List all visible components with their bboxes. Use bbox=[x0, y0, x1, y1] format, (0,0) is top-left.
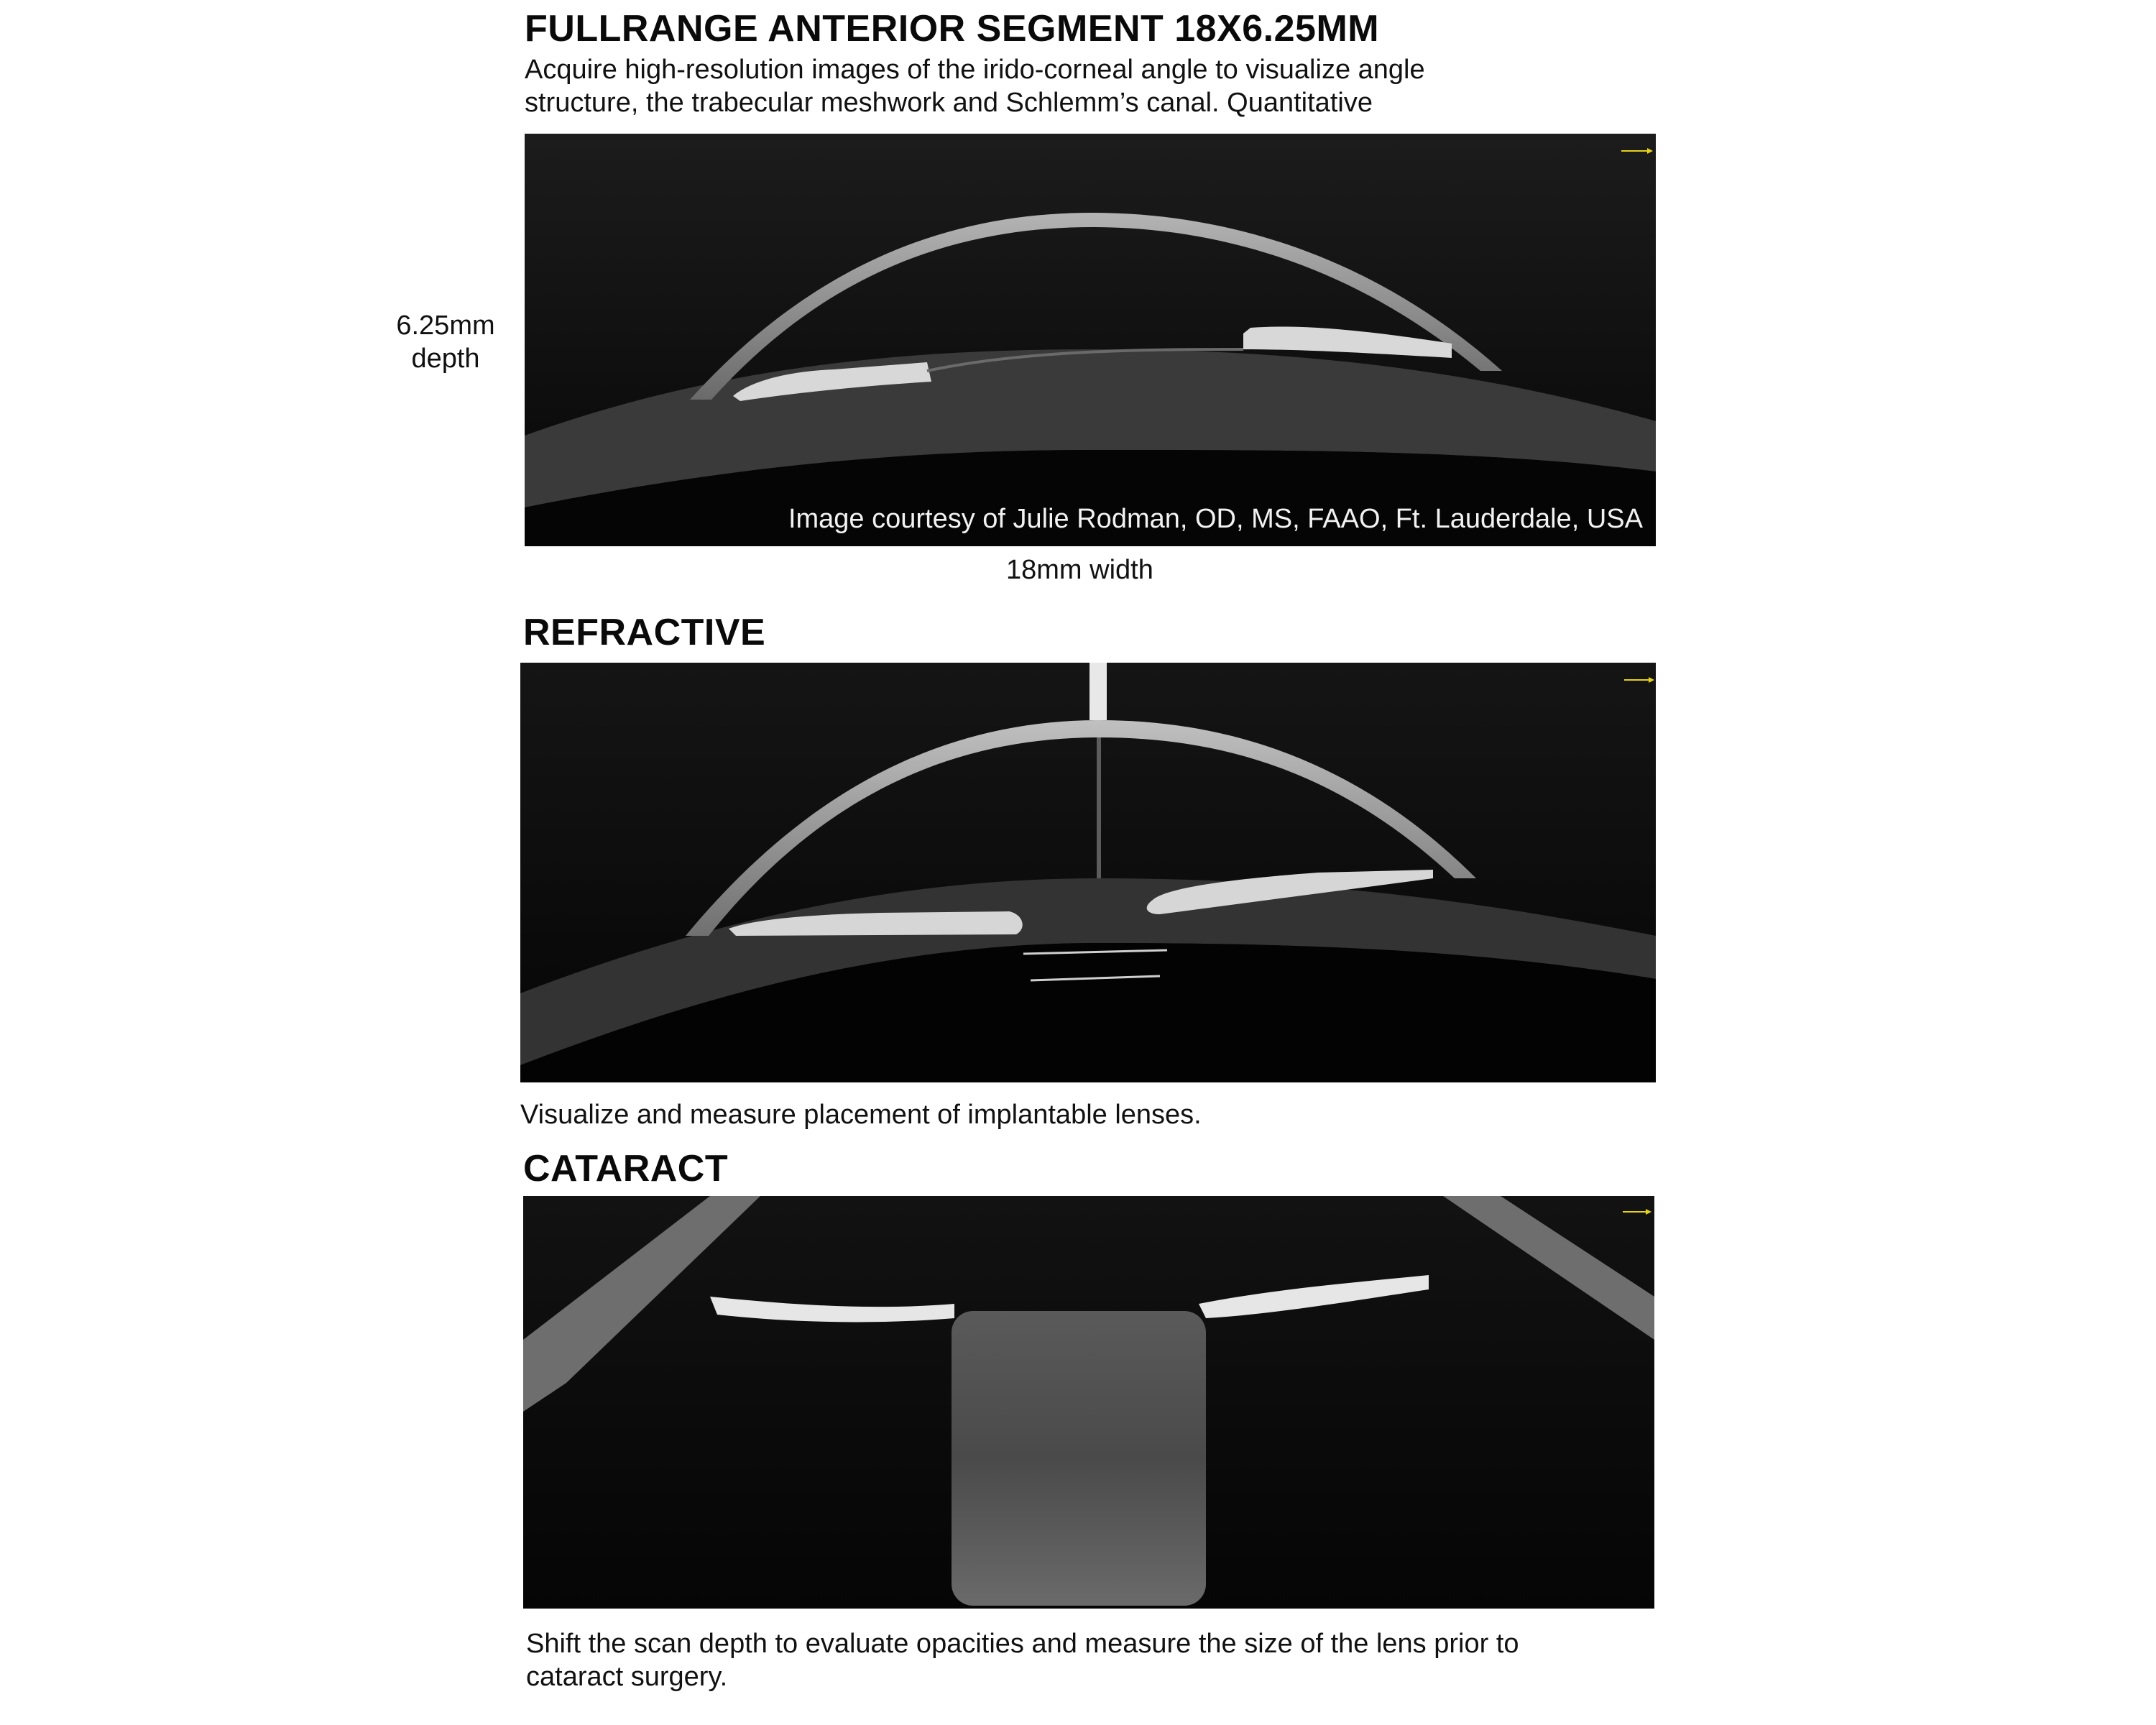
central-reflex bbox=[1089, 663, 1107, 720]
fullrange-description bbox=[525, 53, 1674, 119]
depth-label bbox=[374, 309, 517, 375]
refractive-implantable-lens-oct-scan bbox=[520, 663, 1656, 1082]
width-label: 18mm width bbox=[1006, 555, 1153, 585]
fullrange-description-line2: structure, the trabecular meshwork and Schlemm’s canal. Quantitative bbox=[525, 88, 1373, 118]
crystalline-lens bbox=[952, 1311, 1206, 1606]
cataract-lens-oct-scan bbox=[523, 1196, 1654, 1609]
refractive-description: Visualize and measure placement of implantable lenses. bbox=[520, 1100, 1202, 1130]
fullrange-description-line1: Acquire high-resolution images of the irido-corneal angle to visualize angle bbox=[525, 55, 1425, 85]
cataract-description bbox=[526, 1627, 1748, 1693]
refractive-scan-graphic bbox=[520, 663, 1656, 1082]
cataract-description-line2: cataract surgery. bbox=[526, 1662, 728, 1692]
cataract-scan-graphic bbox=[523, 1196, 1654, 1609]
fullrange-title: FULLRANGE ANTERIOR SEGMENT 18X6.25MM bbox=[525, 8, 1380, 50]
depth-label-value: 6.25mm bbox=[396, 310, 495, 341]
image-credit: Image courtesy of Julie Rodman, OD, MS, FAAO, Ft. Lauderdale, USA bbox=[788, 504, 1643, 534]
anterior-segment-oct-scan bbox=[525, 134, 1656, 546]
cataract-title: CATARACT bbox=[523, 1148, 729, 1190]
depth-label-text: depth bbox=[411, 344, 480, 374]
anterior-segment-scan-graphic bbox=[525, 134, 1656, 546]
cataract-description-line1: Shift the scan depth to evaluate opacities and measure the size of the lens prior to bbox=[526, 1629, 1519, 1659]
refractive-title: REFRACTIVE bbox=[523, 612, 766, 653]
